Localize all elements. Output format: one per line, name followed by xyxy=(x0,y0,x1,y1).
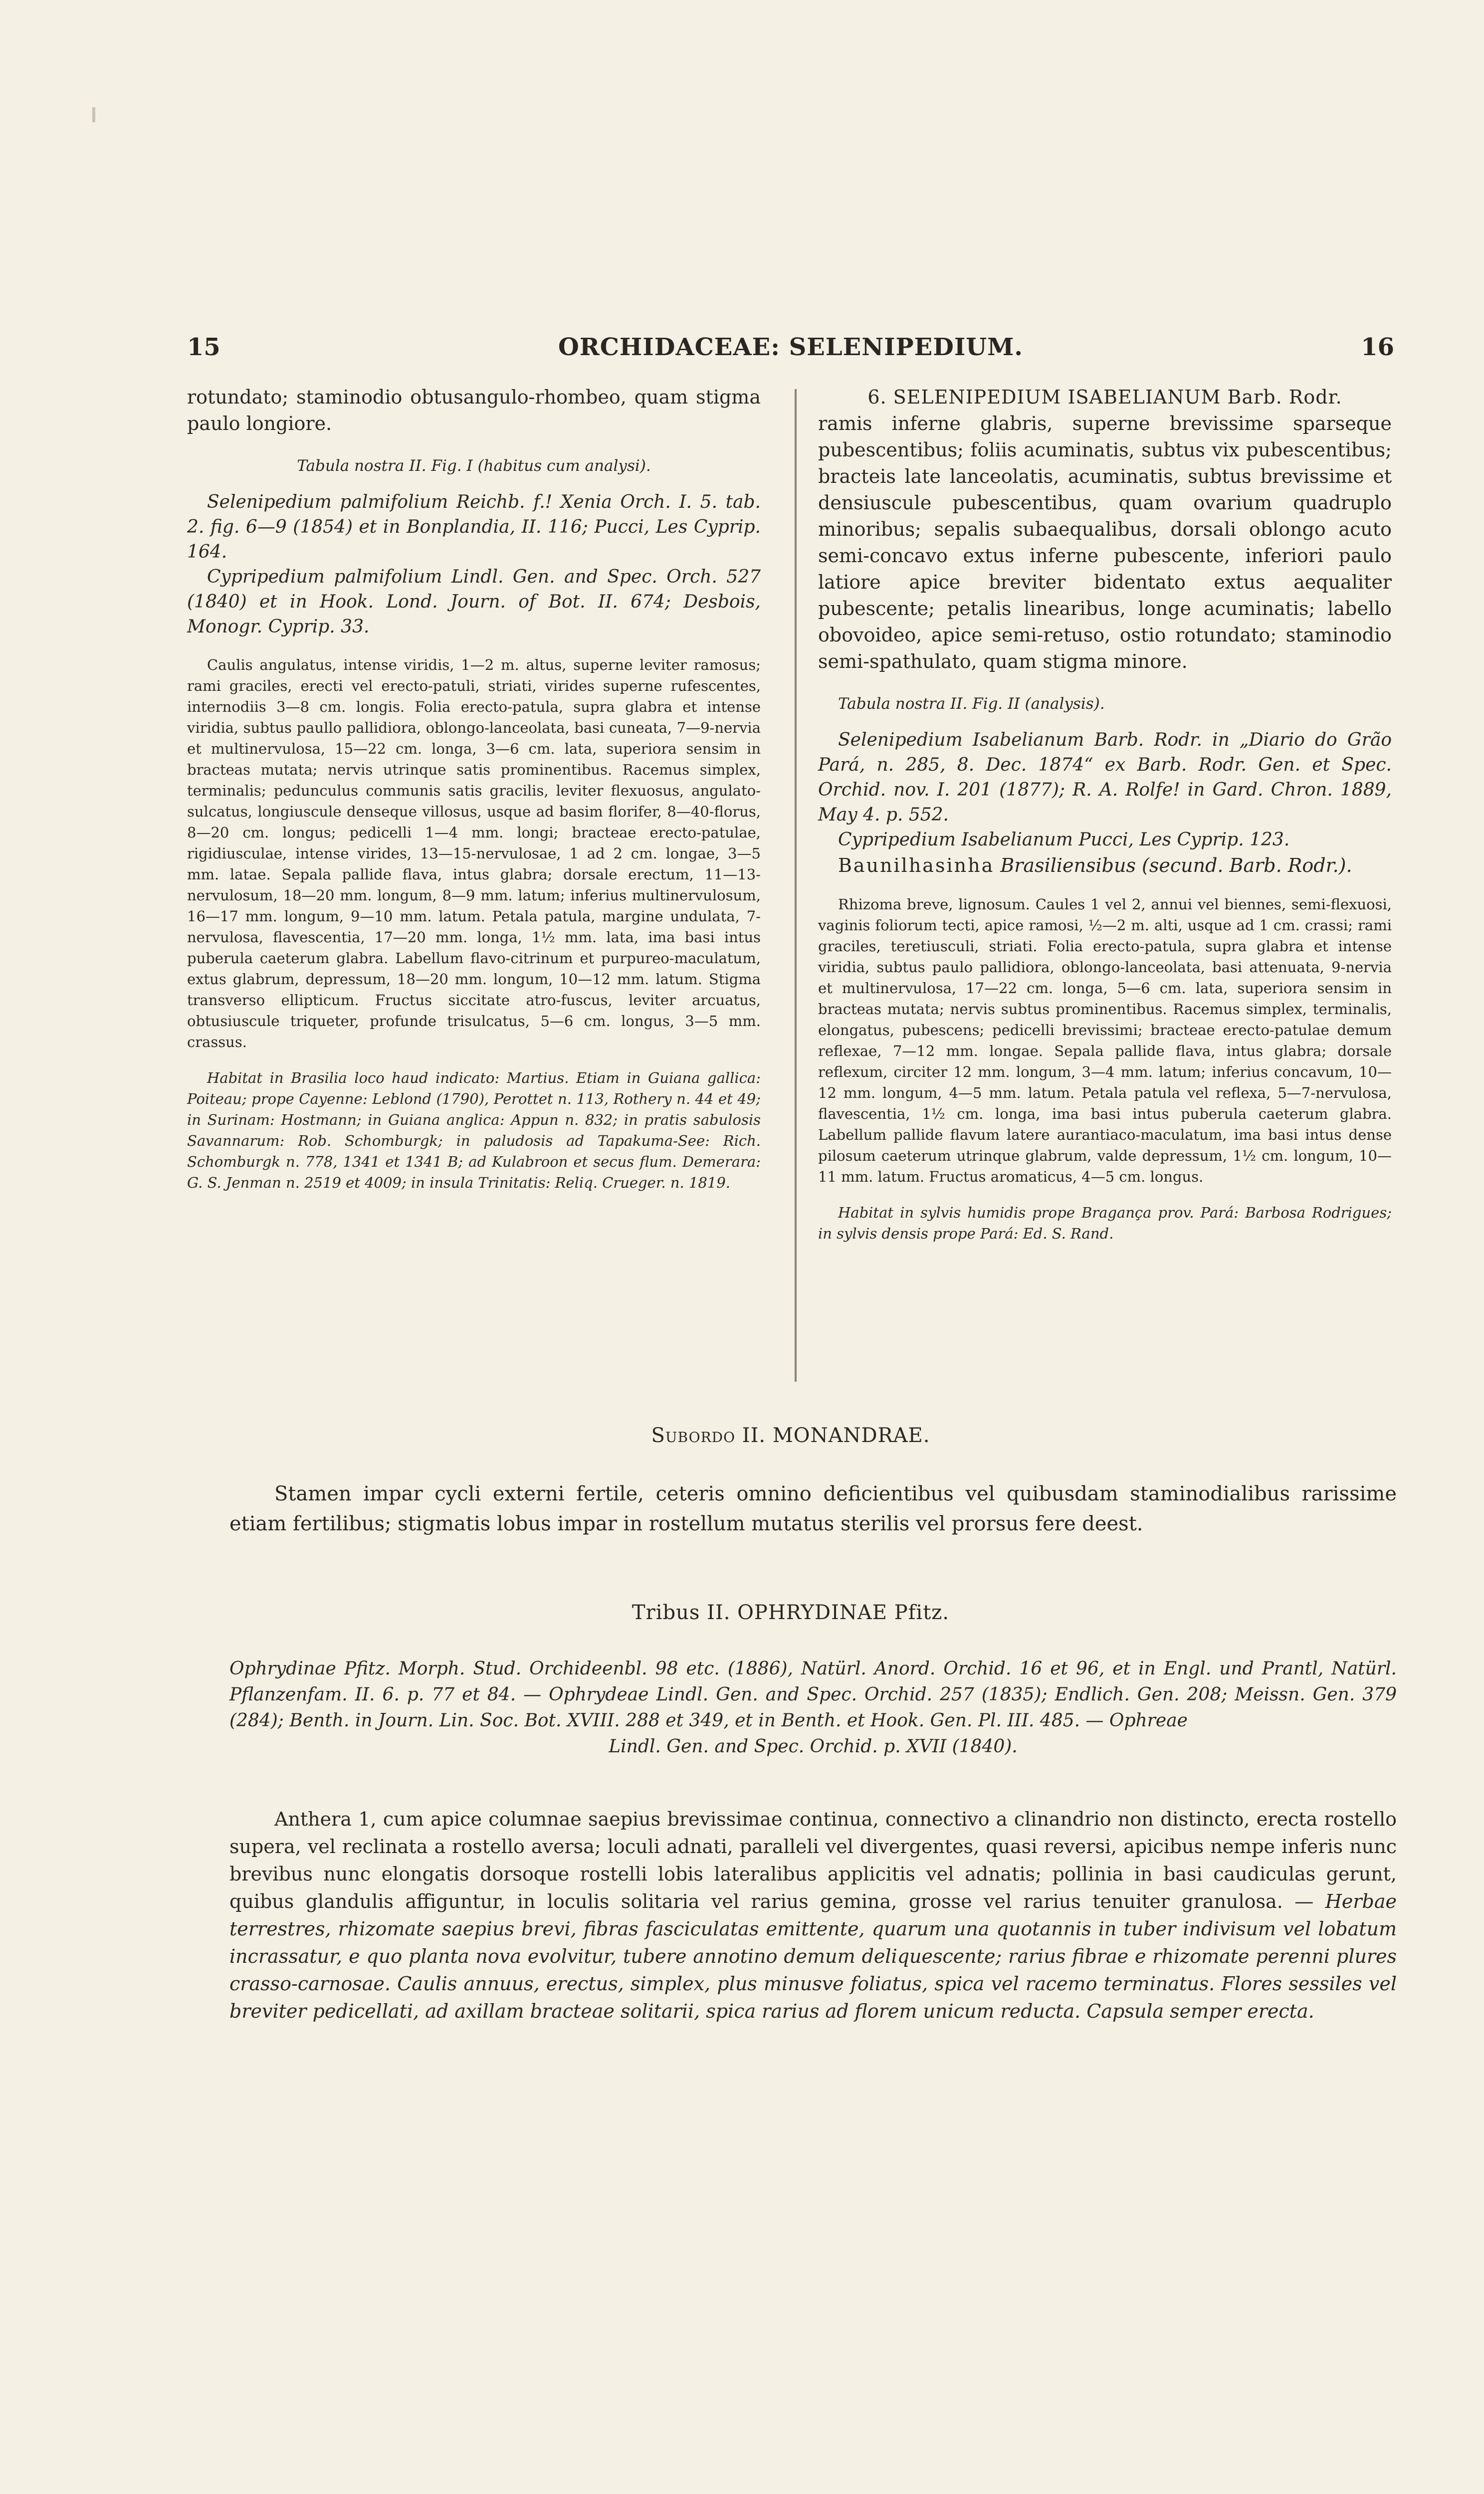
right-tabula: Tabula nostra II. Fig. II (analysis). xyxy=(838,695,1105,713)
running-title: ORCHIDACEAE: SELENIPEDIUM. xyxy=(558,333,1023,361)
right-diagnosis: ramis inferne glabris, superne brevissime sparseque pubescentibus; foliis acuminatis, subtus vix pubescentibus; bracteis late lanceolatis, acuminatis, subtus brevissime et densiuscule pubescentibus, quam ovarium quadruplo minoribus; sepalis subaequalibus, dorsali oblongo acuto semi-concavo extus inferne pubescente, inferiori paulo latiore apice breviter bidentato extus aequaliter pubescente; petalis linearibus, longe acuminatis; labello obovoideo, apice semi-retuso, ostio rotundato; staminodio semi-spathulato, quam stigma minore. xyxy=(818,413,1392,672)
left-synonym-1: Selenipedium palmifolium Reichb. f.! Xenia Orch. I. 5. tab. 2. fig. 6—9 (1854) et in Bonplandia, II. 116; Pucci, Les Cyprip. 164. xyxy=(187,492,761,562)
tribus-synonymy-text: Ophrydinae Pfitz. Morph. Stud. Orchideenbl. 98 etc. (1886), Natürl. Anord. Orchid. 16 et 96, et in Engl. und Prantl, Natürl. Pflanzenfam. II. 6. p. 77 et 84. — Ophrydeae Lindl. Gen. and Spec. Orchid. 257 (1835); Endlich. Gen. 208; Meissn. Gen. 379 (284); Benth. in Journ. Lin. Soc. Bot. XVIII. 288 et 349, et in Benth. et Hook. Gen. Pl. III. 485. — Ophreae xyxy=(229,1659,1397,1731)
column-divider xyxy=(795,389,797,1382)
tribus-description xyxy=(229,1806,1397,2025)
species-title: 6. SELENIPEDIUM ISABELIANUM Barb. Rodr. xyxy=(867,386,1342,408)
vernacular-prefix: Baunilhasinha xyxy=(838,854,995,876)
left-habitat: Habitat in Brasilia loco haud indicato: Martius. Etiam in Guiana gallica: Poiteau; prope Cayenne: Leblond (1790), Perottet n. 113, Rothery n. 44 et 49; in Surinam: Hostmann; in Guiana anglica: Appun n. 832; in pratis sabulosis Savannarum: Rob. Schomburgk; in paludosis ad Tapakuma-See: Rich. Schomburgk n. 778, 1341 et 1341 B; ad Kulabroon et secus flum. Demerara: G. S. Jenman n. 2519 et 4009; in insula Trinitatis: Reliq. Crueger. n. 1819. xyxy=(187,1069,761,1191)
vernacular-name xyxy=(818,852,1392,879)
tribus-synonymy xyxy=(229,1656,1397,1760)
anthera-italic: Herbae terrestres, rhizomate saepius brevi, fibras fasciculatas emittente, quarum una quotannis in tuber indivisum vel lobatum incrassatur, e quo planta nova evolvitur, tubere annotino demum deliquescente; rarius fibrae e rhizomate perenni plures crasso-carnosae. Caulis annuus, erectus, simplex, plus minusve foliatus, spica vel racemo terminatus. Flores sessiles vel breviter pedicellati, ad axillam bracteae solitarii, spica rarius ad florem unicum reducta. Capsula semper erecta. xyxy=(229,1890,1397,2022)
suborder-name: MONANDRAE. xyxy=(772,1424,930,1447)
suborder-description: Stamen impar cycli externi fertile, ceteris omnino deficientibus vel quibusdam staminodialibus rarissime etiam fertilibus; stigmatis lobus impar in rostellum mutatus sterilis vel prorsus fere deest. xyxy=(229,1482,1397,1535)
page-header xyxy=(187,333,1394,373)
right-description: Rhizoma breve, lignosum. Caules 1 vel 2, annui vel biennes, semi-flexuosi, vaginis foliorum tecti, apice ramosi, ½—2 m. alti, usque ad 1 cm. crassi; rami graciles, teretiusculi, striati. Folia erecto-patula, supra glabra et intense viridia, subtus paulo pallidiora, oblongo-lanceolata, basi attenuata, 9-nervia et multinervulosa, 17—22 cm. longa, 5—6 cm. lata, superiora sensim in bracteas mutata; nervis subtus prominentibus. Racemus simplex, terminalis, elongatus, pubescens; pedicelli brevissimi; bracteae erecto-patulae demum reflexae, 7—12 mm. longae. Sepala pallide flava, intus glabra; dorsale reflexum, circiter 12 mm. longum, 3—4 mm. latum; inferius concavum, 10—12 mm. longum, 4—5 mm. latum. Petala patula vel reflexa, 5—7-nervulosa, flavescentia, 1½ cm. longa, ima basi intus puberula caeterum glabra. Labellum pallide flavum latere aurantiaco-maculatum, ima basi intus dense pilosum caeterum utrinque glabrum, valde depressum, 1½ cm. longum, 10—11 mm. latum. Fructus aromaticus, 4—5 cm. longus. xyxy=(818,896,1392,1185)
tribus-synonymy-last: Lindl. Gen. and Spec. Orchid. p. XVII (1840). xyxy=(609,1736,1018,1757)
left-column xyxy=(187,384,761,1193)
left-intro: rotundato; staminodio obtusangulo-rhombeo, quam stigma paulo longiore. xyxy=(187,386,761,434)
suborder-label: Subordo II. xyxy=(651,1424,766,1447)
page-number-right: 16 xyxy=(1361,333,1394,361)
margin-mark xyxy=(92,107,95,122)
right-habitat: Habitat in sylvis humidis prope Bragança prov. Pará: Barbosa Rodrigues; in sylvis densis prope Pará: Ed. S. Rand. xyxy=(818,1204,1392,1242)
left-synonym-2: Cypripedium palmifolium Lindl. Gen. and Spec. Orch. 527 (1840) et in Hook. Lond. Journ. of Bot. II. 674; Desbois, Monogr. Cyprip. 33. xyxy=(187,567,761,637)
vernacular-note: Brasiliensibus (secund. Barb. Rodr.). xyxy=(1000,854,1352,876)
left-description: Caulis angulatus, intense viridis, 1—2 m. altus, superne leviter ramosus; rami graciles, erecti vel erecto-patuli, striati, virides superne rufescentes, internodiis 3—8 cm. longis. Folia erecto-patula, supra glabra et intense viridia, subtus paullo pallidiora, oblongo-lanceolata, basi cuneata, 7—9-nervia et multinervulosa, 15—22 cm. longa, 3—6 cm. lata, superiora sensim in bracteas mutata; nervis utrinque satis prominentibus. Racemus simplex, terminalis; pedunculus communis satis gracilis, leviter flexuosus, angulato-sulcatus, longiuscule denseque villosus, usque ad basim florifer, 8—40-florus, 8—20 cm. longus; pedicelli 1—4 mm. longi; bracteae erecto-patulae, rigidiusculae, intense virides, 13—15-nervulosae, 1 ad 2 cm. longae, 3—5 mm. latae. Sepala pallide flava, intus glabra; dorsale erectum, 11—13-nervulosum, 18—20 mm. longum, 8—9 mm. latum; inferius multinervulosum, 16—17 mm. longum, 9—10 mm. latum. Petala patula, margine undulata, 7-nervulosa, flavescentia, 17—20 mm. longa, 1½ mm. lata, ima basi intus puberula caeterum glabra. Labellum flavo-citrinum et purpureo-maculatum, extus glabrum, depressum, 18—20 mm. longum, 10—12 mm. latum. Stigma transverso ellipticum. Fructus siccitate atro-fuscus, leviter arcuatus, obtusiuscule triqueter, profunde trisulcatus, 5—6 cm. longus, 3—5 mm. crassus. xyxy=(187,656,761,1050)
right-synonym-2: Cypripedium Isabelianum Pucci, Les Cyprip. 123. xyxy=(838,830,1290,850)
page-number-left: 15 xyxy=(187,333,220,361)
left-tabula: Tabula nostra II. Fig. I (habitus cum analysi). xyxy=(297,457,651,475)
tribus-heading: Tribus II. OPHRYDINAE Pfitz. xyxy=(632,1601,950,1624)
anthera-text: Anthera 1, cum apice columnae saepius brevissimae continua, connectivo a clinandrio non distincto, erecta rostello supera, vel reclinata a rostello aversa; loculi adnati, paralleli vel divergentes, quasi reversi, apicibus nempe inferis nunc brevibus nunc elongatis dorsoque rostelli lobis lateralibus applicitis vel adnatis; pollinia in basi caudiculas gerunt, quibus glandulis affiguntur, in loculis solitaria vel rarius gemina, grosse vel rarius tenuiter granulosa. — xyxy=(229,1808,1397,1912)
right-synonym-1: Selenipedium Isabelianum Barb. Rodr. in „Diario do Grão Pará, n. 285, 8. Dec. 1874“ ex Barb. Rodr. Gen. et Spec. Orchid. nov. I. 201 (1877); R. A. Rolfe! in Gard. Chron. 1889, May 4. p. 552. xyxy=(818,730,1392,825)
suborder-heading xyxy=(187,1424,1394,1447)
right-column xyxy=(818,384,1392,1244)
